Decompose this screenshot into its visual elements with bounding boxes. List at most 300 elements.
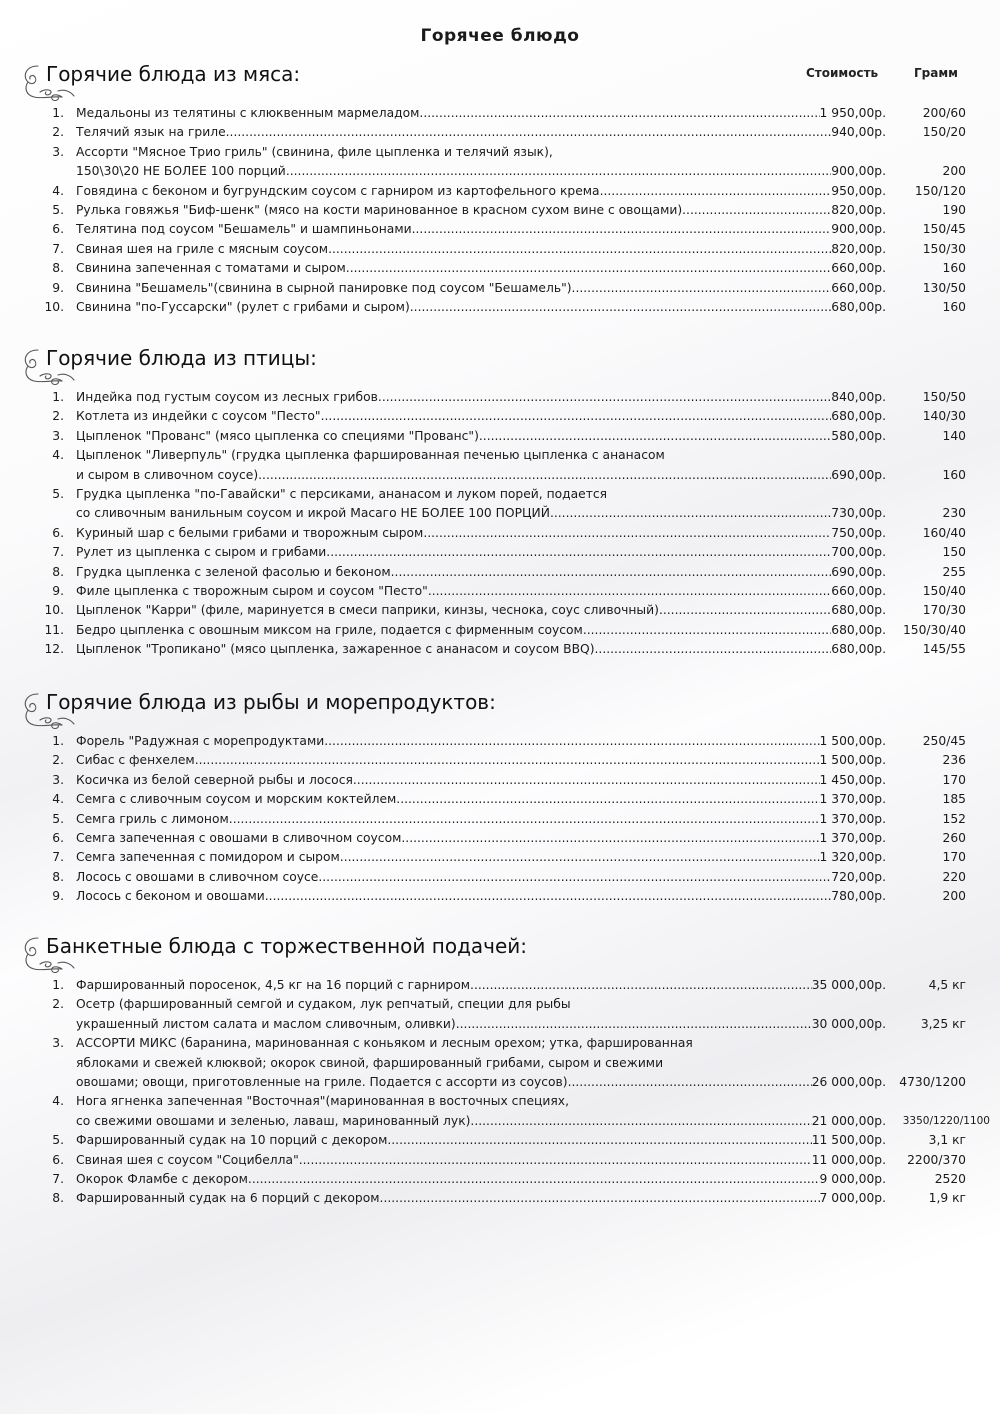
item-weight: 250/45 <box>922 734 966 748</box>
item-name: Цыпленок "Тропикано" (мясо цыпленка, зажаренное с ананасом и соусом BBQ) <box>76 642 595 657</box>
dot-leader <box>479 427 831 446</box>
item-name-price <box>76 732 886 751</box>
menu-item <box>0 790 1000 809</box>
item-price: 680,00р. <box>831 622 886 637</box>
item-name: Сибас с фенхелем <box>76 753 195 768</box>
item-price: 1 370,00р. <box>819 811 886 826</box>
item-price-line <box>0 123 1000 142</box>
section-title: Горячие блюда из рыбы и морепродуктов: <box>46 690 496 714</box>
item-number: 8. <box>52 1191 64 1206</box>
item-number: 3. <box>52 772 64 787</box>
item-price-line <box>0 976 1000 995</box>
item-number: 1. <box>52 106 64 120</box>
dot-leader <box>265 887 832 906</box>
dot-leader <box>353 771 820 790</box>
item-name-price <box>76 388 886 407</box>
item-name-price <box>76 976 886 995</box>
menu-item <box>0 1092 1000 1131</box>
item-number: 6. <box>52 1152 64 1167</box>
item-price: 680,00р. <box>831 409 886 424</box>
menu-item <box>0 446 1000 485</box>
dot-leader <box>226 123 832 142</box>
section-title: Горячие блюда из птицы: <box>46 346 317 370</box>
menu-item-list <box>0 976 1000 1209</box>
item-description-line: яблоками и свежей клюквой; окорок свиной, фаршированный грибами, сыром и свежими <box>76 1055 664 1070</box>
item-price-line <box>0 621 1000 640</box>
dot-leader <box>470 976 812 995</box>
item-description-line: Нога ягненка запеченная "Восточная"(маринованная в восточных специях, <box>76 1094 569 1109</box>
dot-leader <box>286 162 831 181</box>
item-price-line <box>0 220 1000 239</box>
item-name-price <box>76 640 886 659</box>
item-name-price <box>76 240 886 259</box>
item-price: 30 000,00р. <box>811 1016 886 1031</box>
menu-item <box>0 751 1000 770</box>
dot-leader <box>387 1131 811 1150</box>
item-name-price <box>76 259 886 278</box>
item-name-price <box>76 790 886 809</box>
menu-item <box>0 182 1000 201</box>
dot-leader <box>340 848 820 867</box>
menu-item <box>0 407 1000 426</box>
item-number: 2. <box>52 997 64 1012</box>
dot-leader <box>583 621 831 640</box>
menu-item <box>0 1131 1000 1150</box>
menu-item <box>0 1151 1000 1170</box>
item-name: Филе цыпленка с творожным сыром и соусом "Песто" <box>76 583 428 598</box>
dot-leader <box>600 182 832 201</box>
item-name: Фаршированный поросенок, 4,5 кг на 16 порций с гарниром <box>76 978 471 992</box>
item-price-line <box>0 388 1000 407</box>
item-weight: 140/30 <box>922 409 966 424</box>
item-weight: 160 <box>942 261 966 276</box>
item-weight: 170 <box>942 850 966 865</box>
menu-item <box>0 104 1000 123</box>
menu-item <box>0 887 1000 906</box>
item-price: 680,00р. <box>831 603 886 618</box>
item-name: со свежими овошами и зеленью, лаваш, маринованный лук) <box>76 1113 471 1128</box>
dot-leader <box>324 732 819 751</box>
menu-item <box>0 1034 1000 1092</box>
item-name-price <box>76 1112 886 1131</box>
menu-item <box>0 123 1000 142</box>
dot-leader <box>380 1189 820 1208</box>
item-name-price <box>76 1073 886 1092</box>
item-number: 8. <box>52 261 64 276</box>
item-price-line <box>0 201 1000 220</box>
item-price: 580,00р. <box>831 428 886 443</box>
dot-leader <box>328 240 831 259</box>
dot-leader <box>456 1015 812 1034</box>
item-price: 780,00р. <box>831 889 886 904</box>
item-name-price <box>76 182 886 201</box>
item-name-price <box>76 621 886 640</box>
menu-item <box>0 279 1000 298</box>
menu-item <box>0 976 1000 995</box>
item-weight: 200 <box>942 164 966 179</box>
item-price-line <box>0 279 1000 298</box>
item-weight: 150/50 <box>922 390 966 404</box>
item-weight: 140 <box>942 428 966 443</box>
item-price-line <box>0 466 1000 485</box>
item-name-price <box>76 279 886 298</box>
item-price: 1 500,00р. <box>819 753 886 768</box>
item-price: 840,00р. <box>831 390 886 404</box>
item-name: Лосось с овошами в сливочном соусе <box>76 869 319 884</box>
item-price-line <box>0 751 1000 770</box>
dot-leader <box>572 279 832 298</box>
item-name-price <box>76 504 886 523</box>
item-price-line <box>0 407 1000 426</box>
item-price-line <box>0 259 1000 278</box>
item-name: Котлета из индейки с соусом "Песто" <box>76 409 321 424</box>
menu-item <box>0 543 1000 562</box>
menu-section <box>0 62 1000 317</box>
item-name: Семга запеченная с овошами в сливочном соусом <box>76 830 402 845</box>
item-weight: 145/55 <box>922 642 966 657</box>
item-price-line <box>0 829 1000 848</box>
item-weight: 3350/1220/1100 <box>902 1114 990 1127</box>
item-price: 26 000,00р. <box>811 1075 886 1089</box>
item-price-line <box>0 504 1000 523</box>
item-weight: 4,5 кг <box>928 978 966 992</box>
item-name: украшенный листом салата и маслом сливочным, оливки) <box>76 1016 456 1031</box>
item-weight: 3,1 кг <box>928 1133 966 1148</box>
menu-item <box>0 829 1000 848</box>
dot-leader <box>470 1112 811 1131</box>
item-name: Свинина запеченная с томатами и сыром <box>76 261 346 276</box>
dot-leader <box>378 388 831 407</box>
item-weight: 190 <box>942 202 966 217</box>
item-price: 700,00р. <box>831 545 886 560</box>
item-number: 11. <box>44 622 64 637</box>
dot-leader <box>419 104 819 123</box>
item-price-line <box>0 427 1000 446</box>
menu-item <box>0 732 1000 751</box>
menu-item <box>0 220 1000 239</box>
item-price: 690,00р. <box>831 467 886 482</box>
item-number: 7. <box>52 850 64 865</box>
item-number: 4. <box>52 183 64 198</box>
item-price: 9 000,00р. <box>819 1171 886 1186</box>
dot-leader <box>391 563 832 582</box>
dot-leader <box>423 524 831 543</box>
item-number: 6. <box>52 222 64 237</box>
item-number: 8. <box>52 564 64 579</box>
item-description-line: Ассорти "Мясное Трио гриль" (свинина, филе цыпленка и телячий язык), <box>76 144 553 159</box>
item-price-line <box>0 868 1000 887</box>
menu-item <box>0 771 1000 790</box>
menu-item <box>0 601 1000 620</box>
item-price: 21 000,00р. <box>811 1113 886 1128</box>
item-name: Индейка под густым соусом из лесных грибов <box>76 390 378 404</box>
item-name-price <box>76 427 886 446</box>
dot-leader <box>428 582 831 601</box>
item-weight: 1,9 кг <box>928 1191 966 1206</box>
item-price-line <box>0 240 1000 259</box>
item-weight: 152 <box>942 811 966 826</box>
item-price-line <box>0 182 1000 201</box>
item-weight: 170/30 <box>922 603 966 618</box>
menu-item <box>0 427 1000 446</box>
item-price-line <box>0 601 1000 620</box>
column-header-gram: Грамм <box>914 66 958 80</box>
item-description-line: АССОРТИ МИКС (баранина, маринованная с коньяком и лесным орехом; утка, фаршированная <box>76 1036 693 1051</box>
menu-item <box>0 259 1000 278</box>
item-price: 1 450,00р. <box>819 772 886 787</box>
dot-leader <box>401 829 819 848</box>
section-header <box>0 690 1000 730</box>
item-name-price <box>76 1131 886 1150</box>
menu-section <box>0 934 1000 1209</box>
menu-item <box>0 640 1000 659</box>
dot-leader <box>299 1151 812 1170</box>
item-name-price <box>76 543 886 562</box>
dot-leader <box>321 407 832 426</box>
item-name-price <box>76 848 886 867</box>
dot-leader <box>229 810 820 829</box>
item-name: Фаршированный судак на 10 порций с декором <box>76 1133 388 1148</box>
item-price: 750,00р. <box>831 525 886 540</box>
item-number: 4. <box>52 1094 64 1109</box>
item-name-price <box>76 201 886 220</box>
item-name-price <box>76 104 886 123</box>
item-number: 1. <box>52 390 64 404</box>
item-number: 9. <box>52 889 64 904</box>
dot-leader <box>410 298 831 317</box>
page-title: Горячее блюдо <box>420 26 580 46</box>
item-number: 3. <box>52 428 64 443</box>
item-price-line <box>0 1151 1000 1170</box>
item-name-price <box>76 407 886 426</box>
dot-leader <box>396 790 819 809</box>
item-name: Телятина под соусом "Бешамель" и шампиньонами <box>76 222 412 237</box>
item-name-price <box>76 524 886 543</box>
menu-item <box>0 848 1000 867</box>
item-number: 7. <box>52 545 64 560</box>
item-name-price <box>76 771 886 790</box>
item-weight: 230 <box>942 506 966 521</box>
item-name-price <box>76 829 886 848</box>
item-price: 680,00р. <box>831 299 886 314</box>
item-price-line <box>0 1112 1000 1131</box>
item-name: Свинина "по-Гуссарски" (рулет с грибами и сыром) <box>76 299 410 314</box>
item-name: Телячий язык на гриле <box>76 125 226 140</box>
item-price: 1 370,00р. <box>819 792 886 807</box>
menu-item <box>0 298 1000 317</box>
item-name-price <box>76 601 886 620</box>
item-price: 11 000,00р. <box>811 1152 886 1167</box>
menu-item <box>0 388 1000 407</box>
dot-leader <box>318 868 831 887</box>
item-name: Семга гриль с лимоном <box>76 811 229 826</box>
item-number: 9. <box>52 280 64 295</box>
item-price: 940,00р. <box>831 125 886 140</box>
item-weight: 200 <box>942 889 966 904</box>
item-price-line <box>0 1073 1000 1092</box>
item-name: Рулет из цыпленка с сыром и грибами <box>76 545 327 560</box>
item-name-price <box>76 868 886 887</box>
menu-item <box>0 810 1000 829</box>
item-number: 5. <box>52 486 64 501</box>
section-header <box>0 62 1000 102</box>
item-weight: 160/40 <box>922 525 966 540</box>
item-weight: 200/60 <box>922 106 966 120</box>
menu-item <box>0 485 1000 524</box>
item-price: 680,00р. <box>831 642 886 657</box>
item-price: 7 000,00р. <box>819 1191 886 1206</box>
item-number: 6. <box>52 830 64 845</box>
item-name-price <box>76 887 886 906</box>
item-price: 720,00р. <box>831 869 886 884</box>
item-weight: 2520 <box>934 1171 966 1186</box>
item-weight: 150/45 <box>922 222 966 237</box>
item-name-price <box>76 751 886 770</box>
menu-item-list <box>0 732 1000 907</box>
item-name: Косичка из белой северной рыбы и лосося <box>76 772 353 787</box>
item-price-line <box>0 771 1000 790</box>
dot-leader <box>248 1170 820 1189</box>
item-name-price <box>76 1189 886 1208</box>
dot-leader <box>595 640 832 659</box>
item-number: 12. <box>44 642 64 657</box>
item-number: 1. <box>52 978 64 992</box>
item-name: Свиная шея на гриле с мясным соусом <box>76 241 329 256</box>
item-weight: 220 <box>942 869 966 884</box>
item-number: 3. <box>52 144 64 159</box>
item-name-price <box>76 1170 886 1189</box>
item-number: 6. <box>52 525 64 540</box>
item-price-line <box>0 1170 1000 1189</box>
item-number: 10. <box>44 299 64 314</box>
item-name: Бедро цыпленка с овошным миксом на гриле, подается с фирменным соусом <box>76 622 583 637</box>
item-price: 660,00р. <box>831 280 886 295</box>
menu-item-list <box>0 104 1000 317</box>
item-number: 1. <box>52 734 64 748</box>
section-title: Горячие блюда из мяса: <box>46 62 301 86</box>
menu-item <box>0 868 1000 887</box>
dot-leader <box>195 751 820 770</box>
item-price: 690,00р. <box>831 564 886 579</box>
item-name: Форель "Радужная с морепродуктами <box>76 734 325 748</box>
column-header-cost: Стоимость <box>806 66 879 80</box>
item-name: Свинина "Бешамель"(свинина в сырной панировке под соусом "Бешамель") <box>76 280 572 295</box>
item-name: Медальоны из телятины с клюквенным мармеладом <box>76 106 420 120</box>
section-header <box>0 346 1000 386</box>
menu-item <box>0 582 1000 601</box>
item-price: 950,00р. <box>831 183 886 198</box>
item-price-line <box>0 1015 1000 1034</box>
item-number: 5. <box>52 202 64 217</box>
item-price-line <box>0 790 1000 809</box>
item-name: Окорок Фламбе с декором <box>76 1171 248 1186</box>
item-name-price <box>76 298 886 317</box>
item-description-line: Осетр (фаршированный семгой и судаком, лук репчатый, специи для рыбы <box>76 997 571 1012</box>
item-weight: 4730/1200 <box>899 1075 966 1089</box>
menu-item <box>0 621 1000 640</box>
dot-leader <box>659 601 831 620</box>
item-weight: 260 <box>942 830 966 845</box>
item-price: 660,00р. <box>831 261 886 276</box>
item-name: и сыром в сливочном соусе) <box>76 467 259 482</box>
item-number: 7. <box>52 241 64 256</box>
item-weight: 150/40 <box>922 583 966 598</box>
menu-item <box>0 1170 1000 1189</box>
dot-leader <box>346 259 831 278</box>
menu-section <box>0 346 1000 660</box>
item-number: 8. <box>52 869 64 884</box>
item-name: овошами; овощи, приготовленные на гриле. Подается с ассорти из соусов) <box>76 1075 568 1089</box>
item-name: Рулька говяжья "Биф-шенк" (мясо на кости маринованное в красном сухом вине с овощами) <box>76 202 683 217</box>
item-price-line <box>0 582 1000 601</box>
item-number: 2. <box>52 753 64 768</box>
item-name: Семга запеченная с помидором и сыром <box>76 850 340 865</box>
item-price: 820,00р. <box>831 202 886 217</box>
item-price-line <box>0 563 1000 582</box>
menu-item <box>0 995 1000 1034</box>
dot-leader <box>412 220 832 239</box>
item-price-line <box>0 162 1000 181</box>
item-name-price <box>76 1151 886 1170</box>
item-description-line: Цыпленок "Ливерпуль" (грудка цыпленка фаршированная печенью цыпленка с ананасом <box>76 448 665 463</box>
menu-item <box>0 563 1000 582</box>
menu-item <box>0 1189 1000 1208</box>
item-name-price <box>76 123 886 142</box>
item-number: 2. <box>52 409 64 424</box>
item-name-price <box>76 162 886 181</box>
item-number: 3. <box>52 1036 64 1051</box>
item-number: 2. <box>52 125 64 140</box>
item-price: 35 000,00р. <box>811 978 886 992</box>
item-price-line <box>0 1189 1000 1208</box>
item-name: со сливочным ванильным соусом и икрой Масаго НЕ БОЛЕЕ 100 ПОРЦИЙ <box>76 506 550 521</box>
item-weight: 150/30/40 <box>902 622 966 637</box>
item-name: Куриный шар с белыми грибами и творожным сыром <box>76 525 424 540</box>
dot-leader <box>568 1073 812 1092</box>
item-price-line <box>0 810 1000 829</box>
item-price: 900,00р. <box>831 164 886 179</box>
section-title: Банкетные блюда с торжественной подачей: <box>46 934 528 958</box>
item-weight: 160 <box>942 299 966 314</box>
item-price-line <box>0 887 1000 906</box>
item-name: Цыпленок "Карри" (филе, маринуется в смеси паприки, кинзы, чеснока, соус сливочный) <box>76 603 659 618</box>
item-price-line <box>0 104 1000 123</box>
item-name-price <box>76 466 886 485</box>
item-name-price <box>76 1015 886 1034</box>
item-weight: 255 <box>942 564 966 579</box>
section-header <box>0 934 1000 974</box>
item-price-line <box>0 524 1000 543</box>
item-name: Говядина с беконом и бугрундским соусом с гарниром из картофельного крема <box>76 183 600 198</box>
item-price: 1 320,00р. <box>819 850 886 865</box>
dot-leader <box>326 543 831 562</box>
item-price: 1 500,00р. <box>819 734 886 748</box>
menu-item <box>0 201 1000 220</box>
item-price: 1 950,00р. <box>819 106 886 120</box>
item-number: 5. <box>52 811 64 826</box>
item-weight: 3,25 кг <box>920 1016 966 1031</box>
item-price: 660,00р. <box>831 583 886 598</box>
item-weight: 150/120 <box>914 183 966 198</box>
menu-item <box>0 240 1000 259</box>
item-weight: 160 <box>942 467 966 482</box>
item-name-price <box>76 220 886 239</box>
dot-leader <box>550 504 831 523</box>
item-number: 4. <box>52 448 64 463</box>
item-number: 4. <box>52 792 64 807</box>
item-price: 1 370,00р. <box>819 830 886 845</box>
item-price-line <box>0 848 1000 867</box>
